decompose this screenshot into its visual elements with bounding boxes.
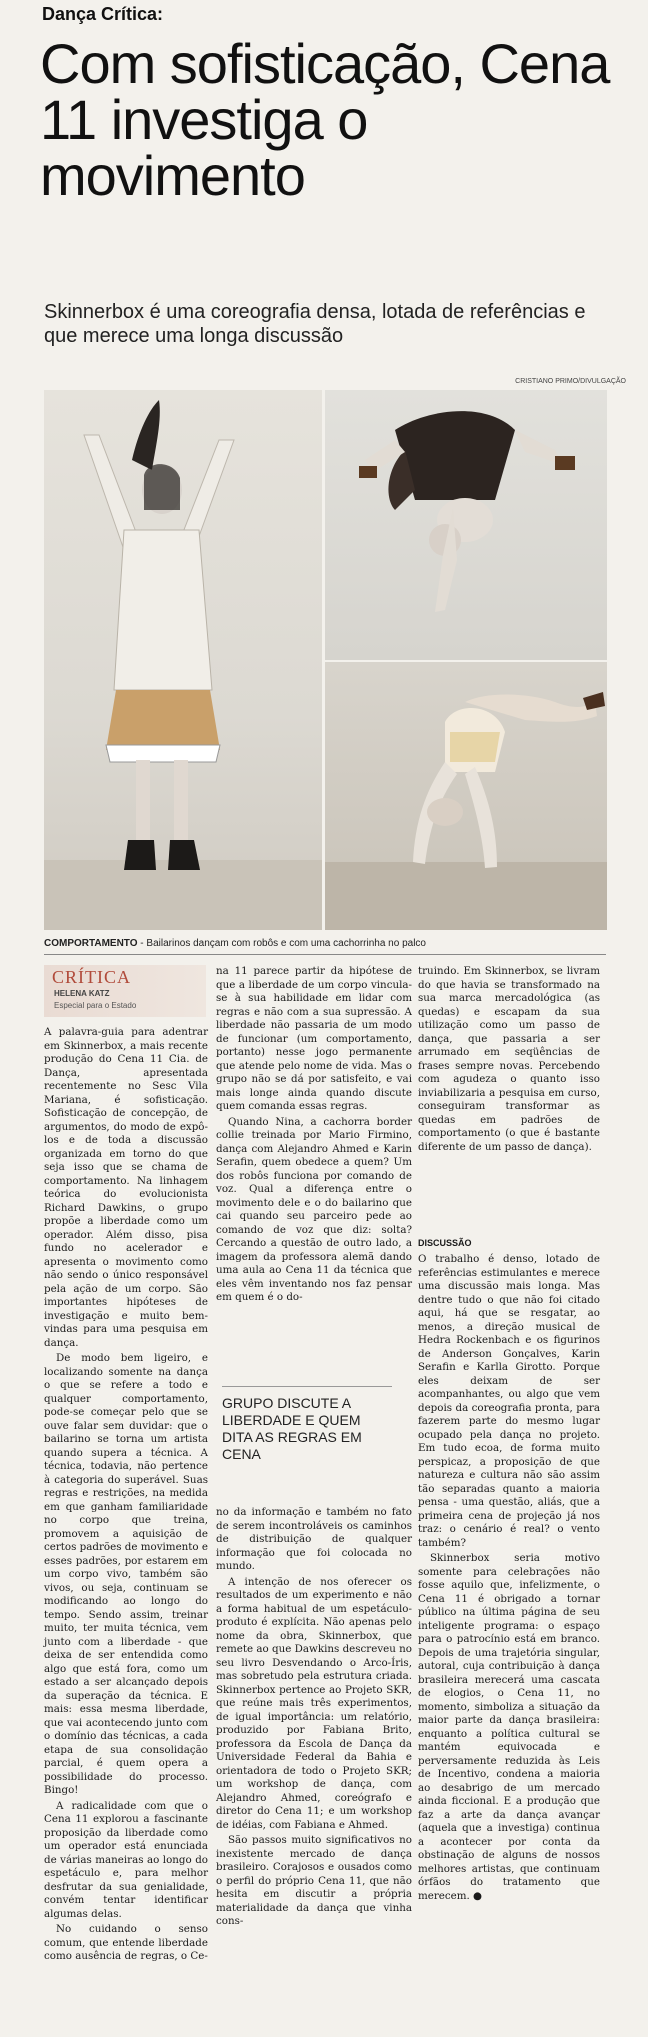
pull-quote: GRUPO DISCUTE A LIBERDADE E QUEM DITA AS REGRAS EM CENA	[222, 1386, 392, 1463]
dek: Skinnerbox é uma coreografia densa, lotada de referências e que merece uma longa discussão	[44, 301, 586, 347]
column-2-continued	[216, 1506, 412, 1931]
paragraph: O trabalho é denso, lotado de referências estimulantes e merece uma discussão mais longa. Mas dentre tudo o que não foi citado aqui, há que se resgatar, ao menos, a direção musical de Hedra Rockenbach e os figurinos de Anderson Gonçalves, Karin Serafin e Karlla Girotto. Porque eles deixam de ser acompanhantes, ou algo que vem depois da coreografia pronta, para fazerem parte do mesmo lugar ocupado pela dança no projeto. Em tudo ecoa, de forma muito perspicaz, a proposição de que natureza e cultura não são assim tão separadas quanto a maioria pensa - uma questão, aliás, que a primeira cena de projeção já nos traz: o cenário é real? o vento também?	[418, 1253, 600, 1549]
paragraph: No cuidando o senso comum, que entende liberdade como ausência de regras, o Ce-	[44, 1923, 208, 1962]
paragraph: São passos muito significativos no inexistente mercado de dança brasileiro. Corajosos e ousados como o perfil do próprio Cena 11, que não hesita em discutir a própria materialidade da dança que vinha cons-	[216, 1834, 412, 1927]
author-name: HELENA KATZ	[54, 989, 110, 998]
caption-label: COMPORTAMENTO	[44, 938, 138, 949]
photo-dancer-backbend	[325, 662, 607, 930]
paragraph: A radicalidade com que o Cena 11 explorou a fascinante proposição da liberdade como um operador está enunciada de várias maneiras ao longo do espetáculo e, para melhor desfrutar da sua genialidade, convém tentar identificar algumas delas.	[44, 1799, 208, 1920]
photo-credit: CRISTIANO PRIMO/DIVULGAÇÃO	[515, 378, 626, 385]
paragraph: Skinnerbox seria motivo somente para celebrações não fosse aquilo que, infelizmente, o Cena 11 é obrigado a tornar público na última página de seu inteligente programa: o espaço para o patrocínio está em branco. Depois de uma trajetória singular, autoral, cuja contribuição à dança brasileira merecerá uma cascata de elogios, o Cena 11, no momento, simboliza a situação da maior parte da dança brasileira: enquanto a política cultural se mantém equivocada e perversamente reduzida às Leis de Incentivo, condena a maioria ao desabrigo de um mercado ainda ficcional. E a produção que faz a arte da dança avançar (aquela que a investiga) continua a acontecer por conta da obstinação de alguns de nossos melhores artistas, que continuam órfãos do tratamento que merecem. ●	[418, 1552, 600, 1902]
column-2	[216, 965, 412, 1307]
paragraph: A intenção de nos oferecer os resultados de um experimento e não a forma habitual de um espetáculo-produto é explícita. Não apenas pelo nome da obra, Skinnerbox, que remete ao que Dawkins descreveu no seu livro Desvendando o Arco-Íris, mas sobretudo pela estrutura criada. Skinnerbox pertence ao Projeto SKR, que reúne mais três experimentos, de igual importância: um relatório, produzido por Fabiana Brito, professora da Escola de Dança da Universidade Federal da Bahia e orientadora de todo o Projeto SKR; um workshop de dança, com Alejandro Ahmed, coreógrafo e diretor do Cena 11; e um workshop de idéias, com Fabiana e Ahmed.	[216, 1575, 412, 1831]
dancer-black-dress-illustration	[325, 390, 607, 660]
photo-dancer-black-dress	[325, 390, 607, 660]
paragraph: no da informação e também no fato de serem incontroláveis os caminhos de distribuição de qualquer informação que foi colocada no mundo.	[216, 1506, 412, 1572]
critica-box	[44, 965, 206, 1017]
paragraph: Quando Nina, a cachorra border collie treinada por Mario Firmino, dança com Alejandro Ahmed e Karin Serafin, quem obedece a quem? Um dos robôs funciona por comando de voz. Qual a diferença entre o movimento dele e o do bailarino que cai quando seu parceiro pede ao comando de voz que diz: solta? Cercando a questão de outro lado, a imagem da professora alemã dando uma aula ao Cena 11 da técnica que eles vêm inventando nos faz pensar em quem é o do-	[216, 1115, 412, 1303]
subhead: DISCUSSÃO	[418, 1238, 472, 1248]
column-3	[418, 965, 600, 1156]
paragraph: De modo bem ligeiro, e localizando somente na dança o que se refere a todo e qualquer comportamento, pode-se começar pelo que se ouve falar sem duvidar: que o bailarino se torna um artista quando supera a técnica. A técnica, todavia, não pertence à categoria do superável. Suas regras e restrições, na medida em que ganham familiaridade no corpo que treina, promovem a aquisição de certos padrões de movimento e esses padrões, por estarem em um corpo vivo, também são vivos, ou seja, continuam se modificando ao longo do tempo. Sendo assim, treinar muito, ter muita técnica, vem junto com a liberdade - que deixa de ser entendida como algo que está fora, como um estado a ser alcançado depois da superação da técnica. E mais: essa mesma liberdade, que vai acontecendo junto com o domínio das técnicas, a cada etapa de sua consolidação parcial, é quem opera a possibilidade do processo. Bingo!	[44, 1352, 208, 1796]
column-1	[44, 1026, 208, 1966]
critica-title: CRÍTICA	[52, 967, 131, 987]
paragraph: na 11 parece partir da hipótese de que a liberdade de um corpo vincula-se à sua habilidade em lidar com regras e não com a sua supressão. A liberdade não passaria de um modo de funcionar (um comportamento, portanto) nesse jogo permanente que atende pelo nome de vida. Mas o grupo não se dá por satisfeito, e vai mais longe ainda quando discute quem comanda essas regras.	[216, 965, 412, 1112]
section-kicker: Dança Crítica:	[42, 4, 164, 24]
photo-caption	[44, 938, 614, 949]
divider	[44, 954, 606, 955]
author-note: Especial para o Estado	[54, 1001, 137, 1010]
column-3-continued	[418, 1253, 600, 1905]
dancer-standing-illustration	[44, 390, 322, 930]
paragraph: truindo. Em Skinnerbox, se livram do que havia se transformado na sua marca mercadológica (as quedas) e escapam da sua utilização como um passo de dança, que passaria a ser arrumado em seqüências de frases sempre novas. Percebendo com agudeza o quanto isso inviabilizaria a pesquisa em curso, conseguiram transformar as quedas em padrões de comportamento (o que é bastante diferente de um passo de dança).	[418, 965, 600, 1153]
dancer-backbend-illustration	[325, 662, 607, 930]
paragraph: A palavra-guia para adentrar em Skinnerbox, a mais recente produção do Cena 11 Cia. de Dança, apresentada recentemente no Sesc Vila Mariana, é sofisticação. Sofisticação de concepção, de argumentos, do modo de expô-los e de toda a discussão organizada em torno do que seja isso que se chama de comportamento. Na linhagem teórica do evolucionista Richard Dawkins, o grupo propõe a liberdade como um operador. Além disso, pisa fundo no acelerador e apresenta o movimento como não sendo o único responsável pela ação de um corpo. São importantes hipóteses de investigação e muito bem-vindas para uma pesquisa em dança.	[44, 1026, 208, 1349]
caption-text: - Bailarinos dançam com robôs e com uma cachorrinha no palco	[137, 938, 426, 949]
headline: Com sofisticação, Cena 11 investiga o movimento	[40, 32, 610, 207]
photo-dancer-standing	[44, 390, 322, 930]
